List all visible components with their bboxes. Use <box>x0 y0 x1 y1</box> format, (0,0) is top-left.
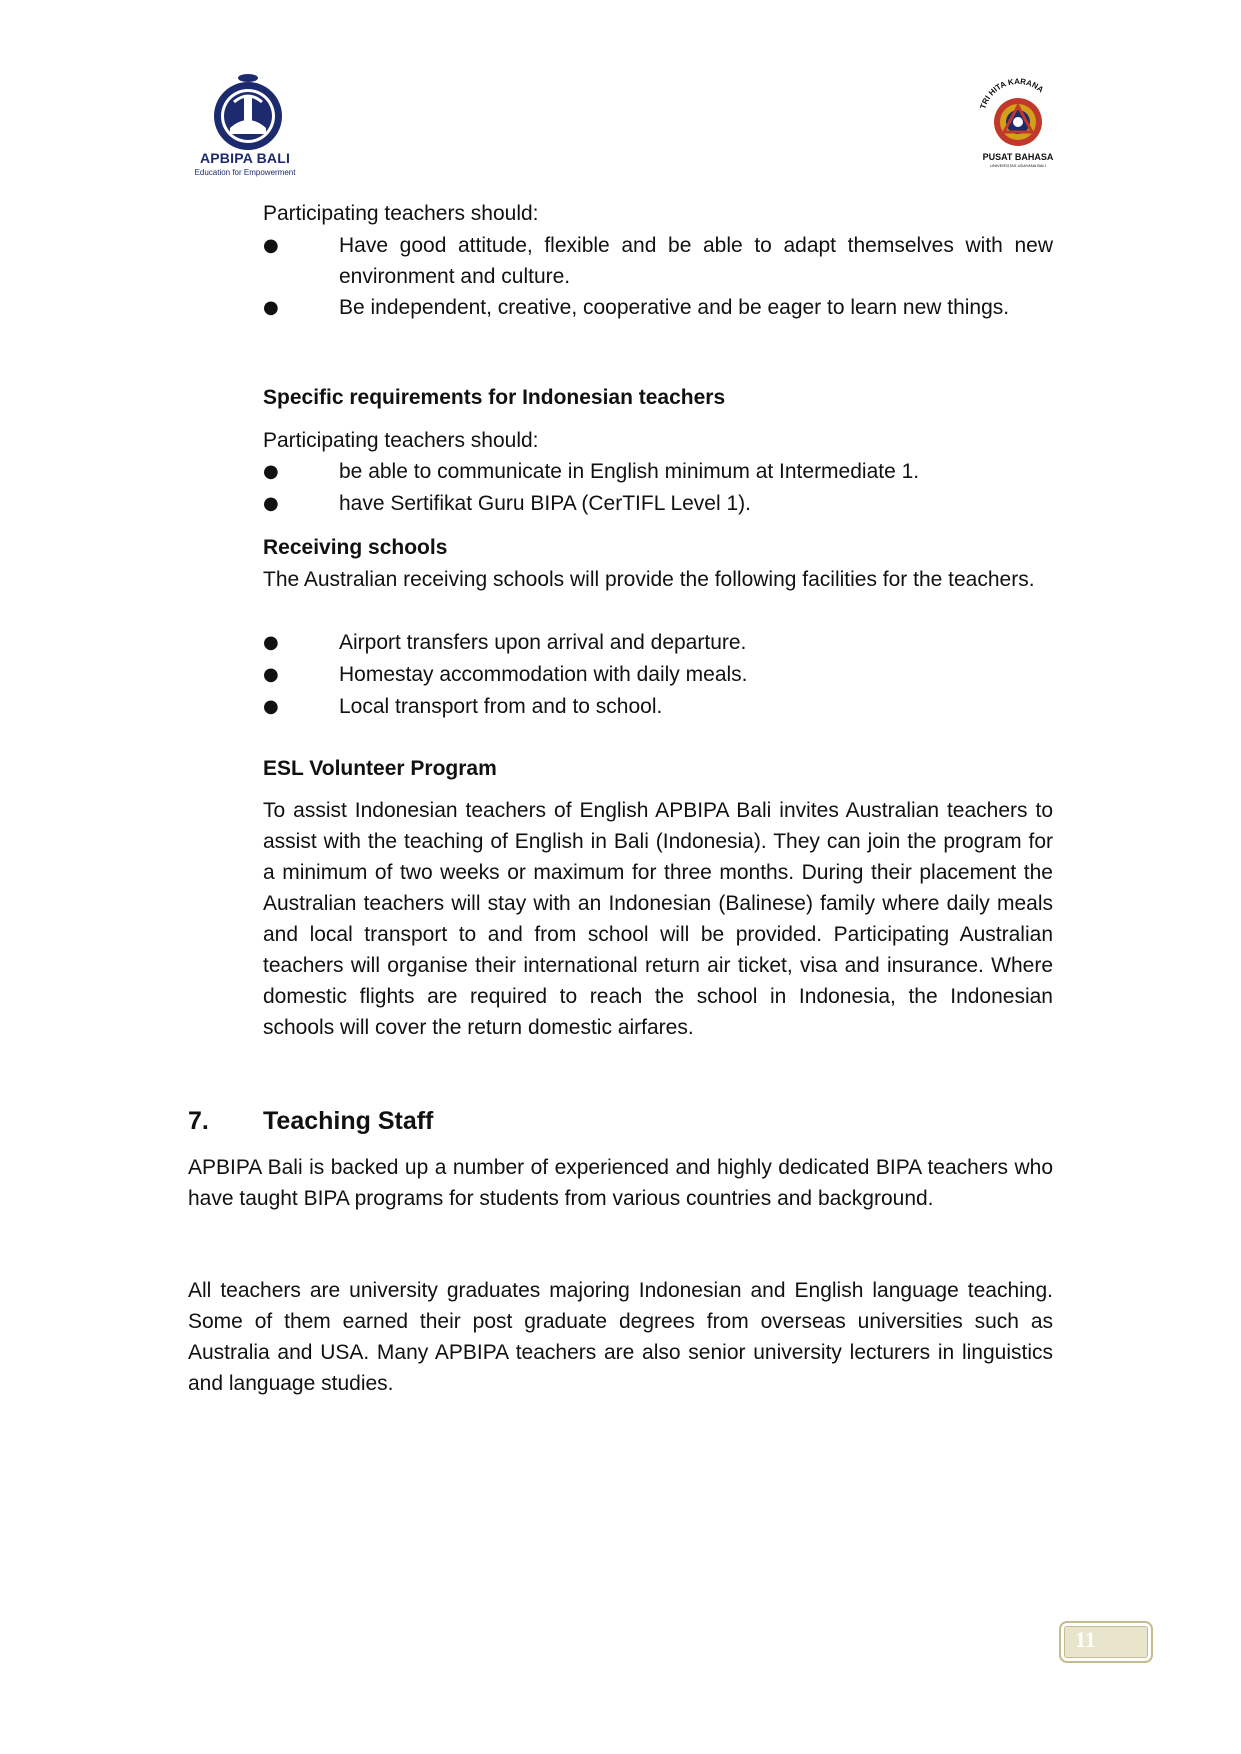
bullet-icon: ● <box>263 461 279 482</box>
teaching-staff-para-1: APBIPA Bali is backed up a number of experienced and highly dedicated BIPA teachers who have taught BIPA programs for students from various countries and background. <box>188 1156 1053 1210</box>
list-item: have Sertifikat Guru BIPA (CerTIFL Level 1). <box>339 492 751 515</box>
list-item: Local transport from and to school. <box>339 695 663 718</box>
list-item: Have good attitude, flexible and be able to adapt themselves with new environment and culture. <box>339 234 1053 288</box>
bullet-icon: ● <box>263 664 279 685</box>
receiving-heading: Receiving schools <box>263 536 448 559</box>
bullet-icon: ● <box>263 696 279 717</box>
specific-heading: Specific requirements for Indonesian teachers <box>263 386 726 409</box>
list-item: Homestay accommodation with daily meals. <box>339 663 748 686</box>
participating-intro-2: Participating teachers should: <box>263 429 539 452</box>
page-number: 11 <box>1075 1627 1096 1652</box>
page-number-box <box>1059 1621 1153 1663</box>
section-number: 7. <box>188 1107 209 1135</box>
apbipa-logo-tagline: Education for Empowerment <box>194 168 296 177</box>
seal-name: PUSAT BAHASA <box>982 152 1054 162</box>
esl-heading: ESL Volunteer Program <box>263 757 497 780</box>
seal-arc-text: TRI HITA KARANA <box>978 78 1046 111</box>
seal-subname: UNIVERSITAS UDAYANA BALI <box>990 163 1046 168</box>
teaching-staff-para-2: All teachers are university graduates majoring Indonesian and English language teaching. Some of them earned their post graduate degrees from overseas universities such as Australia and USA. Many APBIPA teachers are also senior university lecturers in linguistics and language studies. <box>188 1279 1053 1395</box>
bullet-icon: ● <box>263 235 279 256</box>
bullet-icon: ● <box>263 493 279 514</box>
list-item: Be independent, creative, cooperative and be eager to learn new things. <box>339 296 1010 319</box>
receiving-intro: The Australian receiving schools will provide the following facilities for the teachers. <box>263 568 1035 591</box>
participating-intro-1: Participating teachers should: <box>263 202 539 225</box>
section-title: Teaching Staff <box>263 1107 434 1135</box>
list-item: Airport transfers upon arrival and departure. <box>339 631 747 654</box>
list-item: be able to communicate in English minimum at Intermediate 1. <box>339 460 920 483</box>
bullet-icon: ● <box>263 632 279 653</box>
apbipa-logo-name: APBIPA BALI <box>199 150 291 166</box>
bullet-icon: ● <box>263 297 279 318</box>
esl-body: To assist Indonesian teachers of English APBIPA Bali invites Australian teachers to assist with the teaching of English in Bali (Indonesia). They can join the program for a minimum of two weeks or maximum for three months. During their placement the Australian teachers will stay with an Indonesian (Balinese) family where daily meals and local transport to and from school will be provided. Participating Australian teachers will organise their international return air ticket, visa and insurance. Where domestic flights are required to reach the school in Indonesia, the Indonesian schools will cover the return domestic airfares. <box>263 799 1053 1039</box>
